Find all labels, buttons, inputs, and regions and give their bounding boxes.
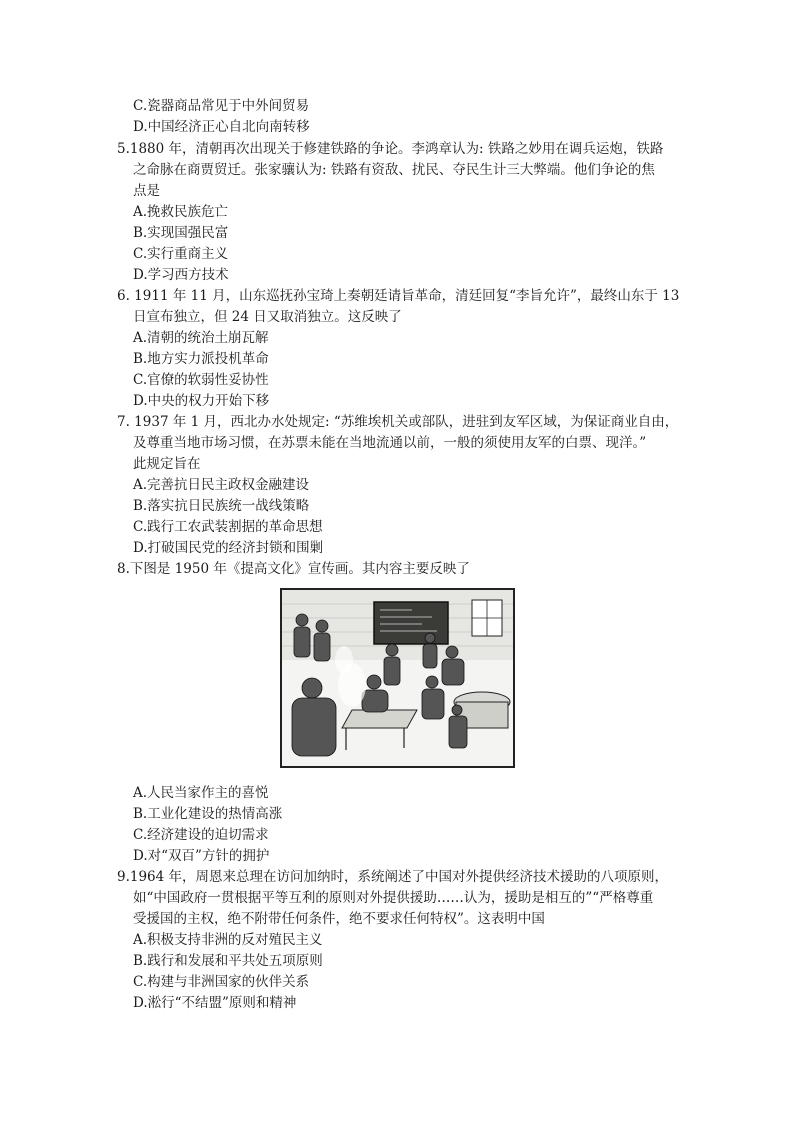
q4-option-c: C.瓷器商品常见于中外间贸易: [133, 98, 310, 114]
q8-stem-line-1: 8.下图是 1950 年《提高文化》宣传画。其内容主要反映了: [117, 561, 470, 577]
q9-option-c: C.构建与非洲国家的伙伴关系: [133, 974, 310, 990]
q5-option-b: B.实现国强民富: [133, 225, 229, 241]
q9-stem-line-3: 受援国的主权，绝不附带任何条件，绝不要求任何特权”。这表明中国: [133, 911, 545, 927]
q9-option-d: D.淞行“不结盟”原则和精神: [133, 995, 297, 1011]
q6-stem-line-1: 6. 1911 年 11 月，山东巡抚孙宝琦上奏朝廷请旨革命，清廷回复“李旨允许”，最终山东于 13: [117, 288, 680, 304]
q6-option-d: D.中央的权力开始下移: [133, 393, 270, 409]
q6-option-a: A.清朝的统治土崩瓦解: [133, 330, 269, 346]
q6-stem-line-2: 日宣布独立，但 24 日又取消独立。这反映了: [133, 309, 402, 325]
q5-stem-line-2: 之命脉在商贾贸迁。张家骧认为: 铁路有资敌、扰民、夺民生计三大弊端。他们争论的焦: [133, 162, 655, 178]
q7-option-a: A.完善抗日民主政权金融建设: [133, 477, 310, 493]
q5-stem-line-1: 5.1880 年，清朝再次出现关于修建铁路的争论。李鸿章认为: 铁路之妙用在调兵运炮，铁路: [117, 141, 664, 157]
q7-option-d: D.打破国民党的经济封锁和围剿: [133, 540, 324, 556]
q5-stem-line-3: 点是: [133, 183, 160, 199]
q7-stem-line-2: 及尊重当地市场习惯，在苏票未能在当地流通以前，一般的须使用友军的白票、现洋。”: [133, 435, 647, 451]
q8-option-d: D.对“双百”方针的拥护: [133, 848, 270, 864]
q9-option-b: B.践行和发展和平共处五项原则: [133, 953, 323, 969]
q4-option-d: D.中国经济正心自北向南转移: [133, 119, 310, 135]
q7-option-b: B.落实抗日民族统一战线策略: [133, 498, 310, 514]
q6-option-b: B.地方实力派投机革命: [133, 351, 269, 367]
propaganda-poster-image: [280, 588, 515, 768]
q9-stem-line-2: 如“中国政府一贯根据平等互利的原则对外提供援助……认为，援助是相互的”“严格尊重: [133, 890, 654, 906]
q5-option-d: D.学习西方技术: [133, 267, 229, 283]
q9-option-a: A.积极支持非洲的反对殖民主义: [133, 932, 323, 948]
q7-stem-line-3: 此规定旨在: [133, 456, 201, 472]
q7-option-c: C.践行工农武装割据的革命思想: [133, 519, 323, 535]
q8-option-b: B.工业化建设的热情高涨: [133, 806, 283, 822]
q5-option-c: C.实行重商主义: [133, 246, 229, 262]
q6-option-c: C.官僚的软弱性妥协性: [133, 372, 269, 388]
q8-option-a: A.人民当家作主的喜悦: [133, 785, 269, 801]
q5-option-a: A.挽救民族危亡: [133, 204, 229, 220]
q8-option-c: C.经济建设的迫切需求: [133, 827, 269, 843]
q7-stem-line-1: 7. 1937 年 1 月，西北办水处规定: “苏维埃机关或部队，进驻到友军区域，为保证商业自由，: [117, 414, 679, 430]
q9-stem-line-1: 9.1964 年，周恩来总理在访问加纳时，系统阐述了中国对外提供经济技术援助的八项原则，: [117, 869, 669, 885]
poster-illustration: [282, 590, 513, 766]
